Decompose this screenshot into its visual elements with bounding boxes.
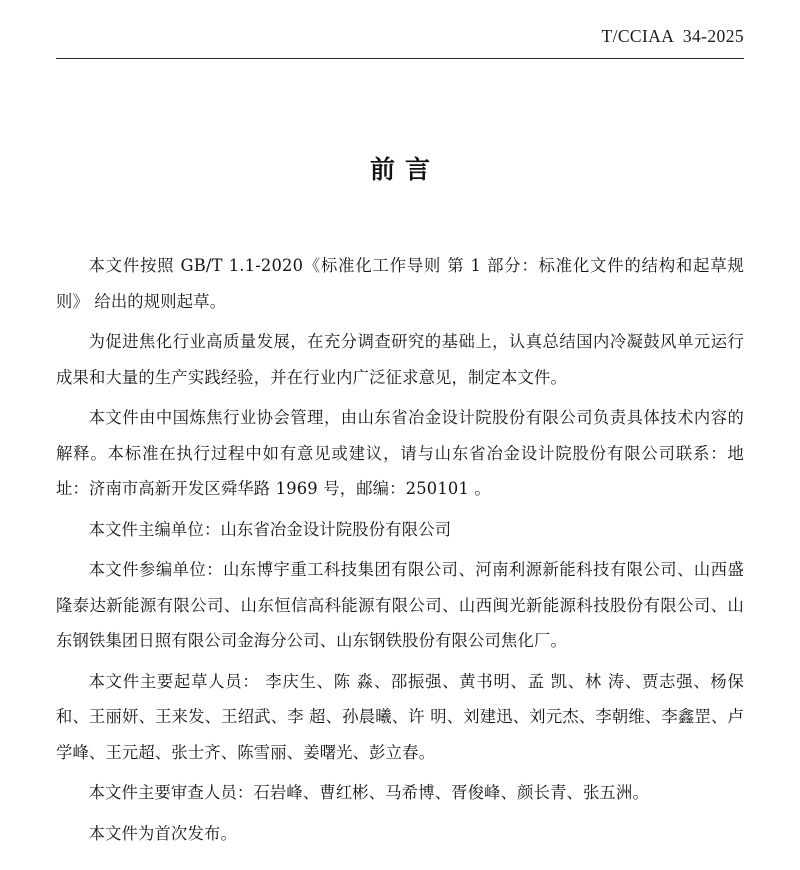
- document-content: [56, 58, 744, 870]
- standard-code: T/CCIAA 34-2025: [601, 26, 744, 46]
- paragraph: 本文件按照 GB/T 1.1-2020《标准化工作导则 第 1 部分：标准化文件的结构和起草规则》 给出的规则起草。: [56, 256, 744, 311]
- paragraph: 为促进焦化行业高质量发展，在充分调查研究的基础上，认真总结国内冷凝鼓风单元运行成果和大量的生产实践经验，并在行业内广泛征求意见，制定本文件。: [56, 332, 744, 387]
- paragraph: 本文件参编单位：山东博宇重工科技集团有限公司、河南利源新能科技有限公司、山西盛隆泰达新能源有限公司、山东恒信高科能源有限公司、山西闽光新能源科技股份有限公司、山东钢铁集团日照有限公司金海分公司、山东钢铁股份有限公司焦化厂。: [56, 560, 744, 650]
- paragraph: 本文件为首次发布。: [88, 823, 237, 843]
- paragraph: 本文件主编单位：山东省冶金设计院股份有限公司: [88, 519, 452, 539]
- paragraph: 本文件由中国炼焦行业协会管理，由山东省冶金设计院股份有限公司负责具体技术内容的解释。本标准在执行过程中如有意见或建议，请与山东省冶金设计院股份有限公司联系：地址：济南市高新开发区舜华路 1969 号，邮编：250101 。: [56, 408, 744, 498]
- page-title: 前言: [369, 155, 440, 184]
- foreword-body: [56, 248, 744, 851]
- paragraph: 本文件主要起草人员： 李庆生、陈 淼、邵振强、黄书明、孟 凯、林 涛、贾志强、杨保和、王丽妍、王来发、王绍武、李 超、孙晨曦、许 明、刘建迅、刘元杰、李朝维、李鑫罡、卢学峰、王元超、张士齐、陈雪丽、姜曙光、彭立春。: [56, 671, 744, 762]
- paragraph: 本文件主要审查人员：石岩峰、曹红彬、马希博、胥俊峰、颜长青、张五洲。: [88, 783, 649, 802]
- page-header: [56, 26, 744, 60]
